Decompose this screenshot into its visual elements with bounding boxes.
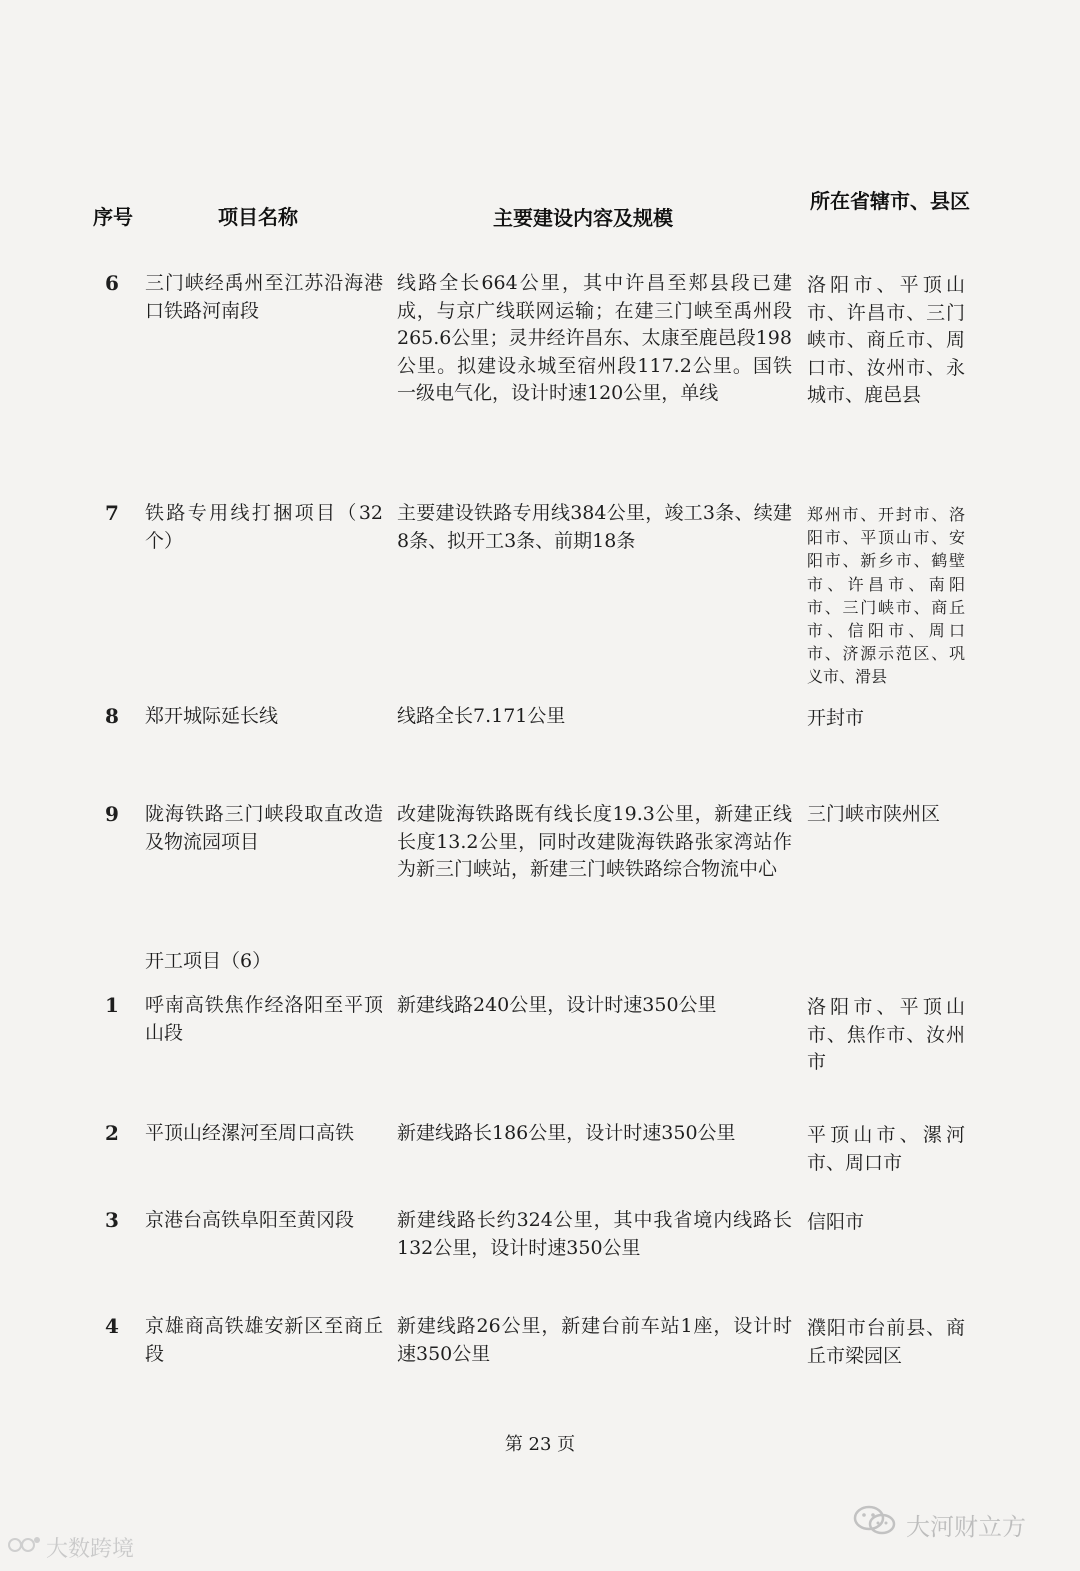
row-number: 3 bbox=[105, 1208, 119, 1232]
section-title: 开工项目（6） bbox=[145, 950, 272, 972]
row-location: 洛阳市、平顶山市、许昌市、三门峡市、商丘市、周口市、汝州市、永城市、鹿邑县 bbox=[807, 274, 965, 406]
row-content: 新建线路长约324公里，其中我省境内线路长132公里，设计时速350公里 bbox=[397, 1209, 792, 1259]
row-number: 2 bbox=[105, 1121, 119, 1145]
row-number: 1 bbox=[105, 993, 119, 1017]
row-number: 4 bbox=[105, 1314, 119, 1338]
row-content: 新建线路26公里，新建台前车站1座，设计时速350公里 bbox=[397, 1315, 792, 1365]
row-number: 9 bbox=[105, 802, 119, 826]
row-location: 信阳市 bbox=[807, 1211, 865, 1233]
watermark-left bbox=[8, 1532, 134, 1563]
row-content: 主要建设铁路专用线384公里，竣工3条、续建8条、拟开工3条、前期18条 bbox=[397, 502, 792, 552]
row-project-name: 铁路专用线打捆项目（32个） bbox=[145, 502, 383, 552]
row-location: 三门峡市陕州区 bbox=[807, 803, 941, 825]
row-location: 濮阳市台前县、商丘市梁园区 bbox=[807, 1317, 965, 1367]
header-col-content: 主要建设内容及规模 bbox=[493, 206, 673, 230]
row-project-name: 京雄商高铁雄安新区至商丘段 bbox=[145, 1315, 383, 1365]
row-content: 新建线路240公里，设计时速350公里 bbox=[397, 994, 717, 1016]
row-project-name: 陇海铁路三门峡段取直改造及物流园项目 bbox=[145, 803, 383, 853]
watermark-right-text: 大河财立方 bbox=[906, 1512, 1026, 1541]
row-number: 7 bbox=[105, 501, 119, 525]
logo-icon bbox=[8, 1534, 42, 1562]
wechat-icon bbox=[852, 1504, 898, 1544]
row-project-name: 郑开城际延长线 bbox=[145, 705, 279, 727]
row-content: 新建线路长186公里，设计时速350公里 bbox=[397, 1122, 736, 1144]
watermark-left-text: 大数跨境 bbox=[46, 1537, 135, 1562]
row-number: 6 bbox=[105, 271, 119, 295]
row-content: 线路全长7.171公里 bbox=[397, 705, 566, 727]
row-project-name: 平顶山经漯河至周口高铁 bbox=[145, 1122, 355, 1144]
row-number: 8 bbox=[105, 704, 119, 728]
row-content: 线路全长664公里，其中许昌至郏县段已建成，与京广线联网运输；在建三门峡至禹州段265.6公里；灵井经许昌东、太康至鹿邑段198公里。拟建设永城至宿州段117.2公里。国铁一级电气化，设计时速120公里，单线 bbox=[397, 272, 792, 404]
row-location: 洛阳市、平顶山市、焦作市、汝州市 bbox=[807, 996, 965, 1073]
row-project-name: 京港台高铁阜阳至黄冈段 bbox=[145, 1209, 355, 1231]
row-location: 开封市 bbox=[807, 707, 865, 729]
header-col-no: 序号 bbox=[93, 205, 133, 229]
row-project-name: 三门峡经禹州至江苏沿海港口铁路河南段 bbox=[145, 272, 383, 322]
header-col-name: 项目名称 bbox=[218, 205, 298, 229]
header-col-location: 所在省辖市、县区 bbox=[810, 189, 970, 213]
row-location: 郑州市、开封市、洛阳市、平顶山市、安阳市、新乡市、鹤壁市、许昌市、南阳市、三门峡市、商丘市、信阳市、周口市、济源示范区、巩义市、滑县 bbox=[807, 505, 965, 687]
row-project-name: 呼南高铁焦作经洛阳至平顶山段 bbox=[145, 994, 383, 1044]
page-number: 第 23 页 bbox=[504, 1434, 576, 1455]
row-location: 平顶山市、漯河市、周口市 bbox=[807, 1124, 965, 1174]
row-content: 改建陇海铁路既有线长度19.3公里，新建正线长度13.2公里，同时改建陇海铁路张家湾站作为新三门峡站，新建三门峡铁路综合物流中心 bbox=[397, 803, 792, 880]
watermark-right bbox=[852, 1504, 1026, 1544]
